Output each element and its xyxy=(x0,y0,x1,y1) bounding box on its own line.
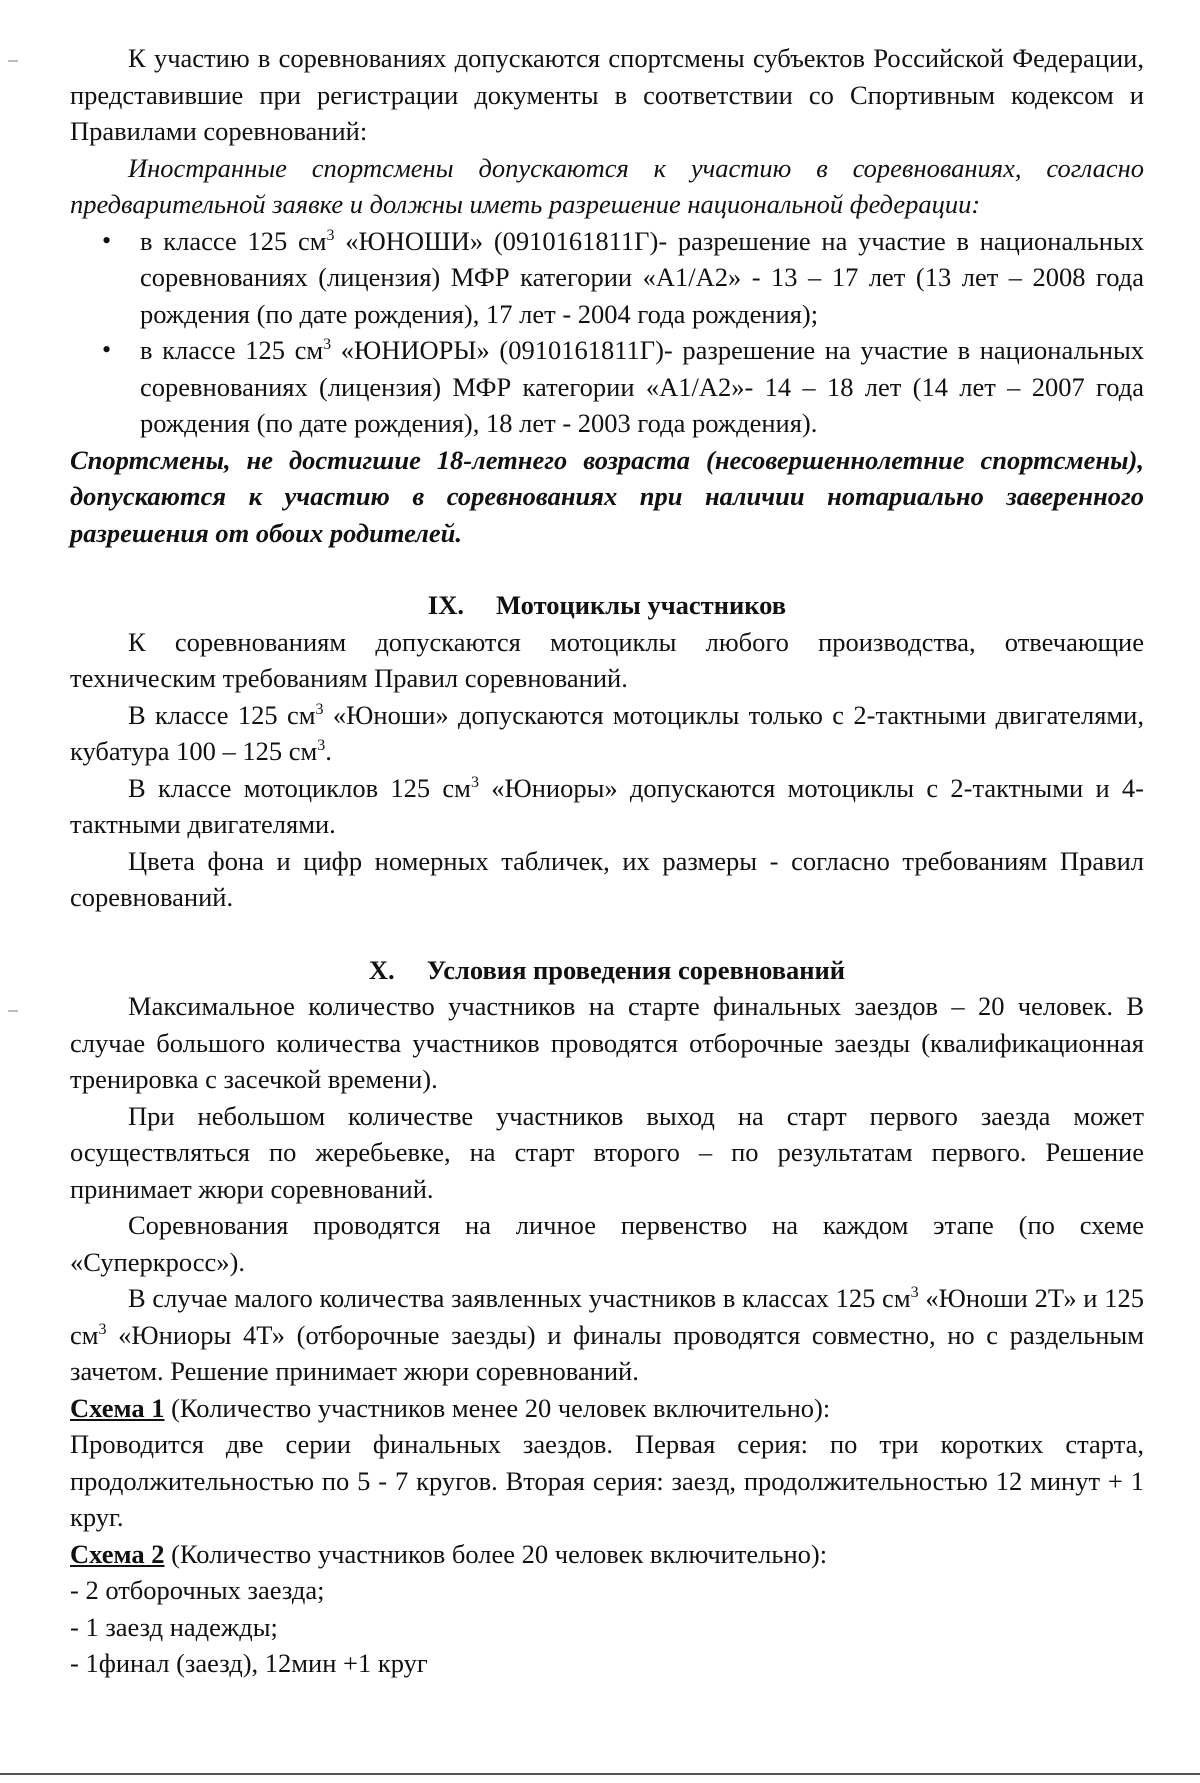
section-number: IX. xyxy=(427,590,464,620)
paragraph: При небольшом количестве участников выход на старт первого заезда может осуществляться по жеребьевке, на старт второго – по результатам первого. Решение принимает жюри соревнований. xyxy=(70,1100,1144,1204)
list-item: - 1 заезд надежды; xyxy=(70,1611,278,1642)
list-item: - 2 отборочных заезда; xyxy=(70,1575,325,1605)
superscript: 3 xyxy=(323,336,332,354)
list-item xyxy=(140,223,1144,333)
paragraph: В классе мотоциклов 125 $см^3$ «Юниоры» допускаются мотоциклы с 2-тактными и 4-тактными двигателями. xyxy=(70,772,1144,839)
paragraph: Максимальное количество участников на старте финальных заездов – 20 человек. В случае большого количества участников проводятся отборочные заезды (квалификационная тренировка с засечкой времени). xyxy=(70,991,1144,1094)
list-item: - 1финал (заезд), 12мин +1 круг xyxy=(70,1648,428,1678)
minors-note: Спортсмены, не достигшие 18-летнего возраста (несовершеннолетние спортсмены), допускаются к участию в соревнованиях при наличии нотариально заверенного разрешения от обоих родителей. xyxy=(70,444,1144,548)
list-item-text: «ЮНОШИ» (0910161811Г)- разрешение на участие в национальных соревнованиях (лицензия) МФР категории «А1/А2» - 13 – 17 лет (13 лет – 2008 года рождения (по дате рождения), 17 лет - 2004 года рождения); xyxy=(140,225,1144,329)
page-bottom-edge xyxy=(0,1773,1200,1775)
list-item xyxy=(140,332,1144,442)
paragraph: К соревнованиям допускаются мотоциклы любого производства, отвечающие техническим требованиям Правил соревнований. xyxy=(70,626,1144,693)
section-number: X. xyxy=(368,954,395,985)
scan-mark xyxy=(8,1010,18,1012)
section-title: Условия проведения соревнований xyxy=(426,954,846,985)
schema-1-text: Проводится две серии финальных заездов. Первая серия: по три коротких старта, продолжительностью по 5 - 7 кругов. Вторая серия: заезд, продолжительностью 12 минут + 1 круг. xyxy=(70,1429,1144,1532)
list-item-text: в классе 125 см xyxy=(140,335,324,365)
intro-paragraph: К участию в соревнованиях допускаются спортсмены субъектов Российской Федерации, представившие при регистрации документы в соответствии со Спортивным кодексом и Правилами соревнований: xyxy=(70,43,1144,146)
paragraph: В классе 125 $см^3$ «Юноши» допускаются мотоциклы только с 2-тактными двигателями, кубатура 100 – 125 $см^3$. xyxy=(70,699,1144,766)
paragraph: Соревнования проводятся на личное первенство на каждом этапе (по схеме «Суперкросс»). xyxy=(70,1210,1144,1277)
schema-2-heading xyxy=(70,1536,1144,1573)
list-item-text: «ЮНИОРЫ» (0910161811Г)- разрешение на участие в национальных соревнованиях (лицензия) МФР категории «А1/А2»- 14 – 18 лет (14 лет – 2007 года рождения (по дате рождения), 18 лет - 2003 года рождения). xyxy=(140,335,1144,438)
schema-2-list xyxy=(70,1572,1144,1682)
section-title: Мотоциклы участников xyxy=(496,590,787,620)
foreign-athletes-paragraph: Иностранные спортсмены допускаются к участию в соревнованиях, согласно предварительной заявке и должны иметь разрешение национальной федерации: xyxy=(70,152,1144,219)
paragraph: В случае малого количества заявленных участников в классах 125 $см^3$ «Юноши 2Т» и 125 $см^3$ «Юниоры 4Т» (отборочные заезды) и финалы проводятся совместно, но с раздельным зачетом. Решение принимает жюри соревнований. xyxy=(70,1283,1144,1386)
license-list xyxy=(70,223,1144,442)
schema-note: (Количество участников более 20 человек включительно): xyxy=(164,1538,828,1569)
schema-title: Схема 2 xyxy=(70,1538,165,1569)
paragraph: Цвета фона и цифр номерных табличек, их размеры - согласно требованиям Правил соревнований. xyxy=(70,845,1144,912)
schema-note: (Количество участников менее 20 человек включительно): xyxy=(164,1392,831,1423)
section-heading-ix xyxy=(70,587,1144,624)
superscript: 3 xyxy=(326,226,335,244)
schema-title: Схема 1 xyxy=(70,1392,165,1423)
list-item-text: в классе 125 см xyxy=(140,225,327,256)
schema-1-heading xyxy=(70,1390,1144,1427)
scan-mark xyxy=(8,60,18,62)
section-heading-x xyxy=(70,952,1144,989)
